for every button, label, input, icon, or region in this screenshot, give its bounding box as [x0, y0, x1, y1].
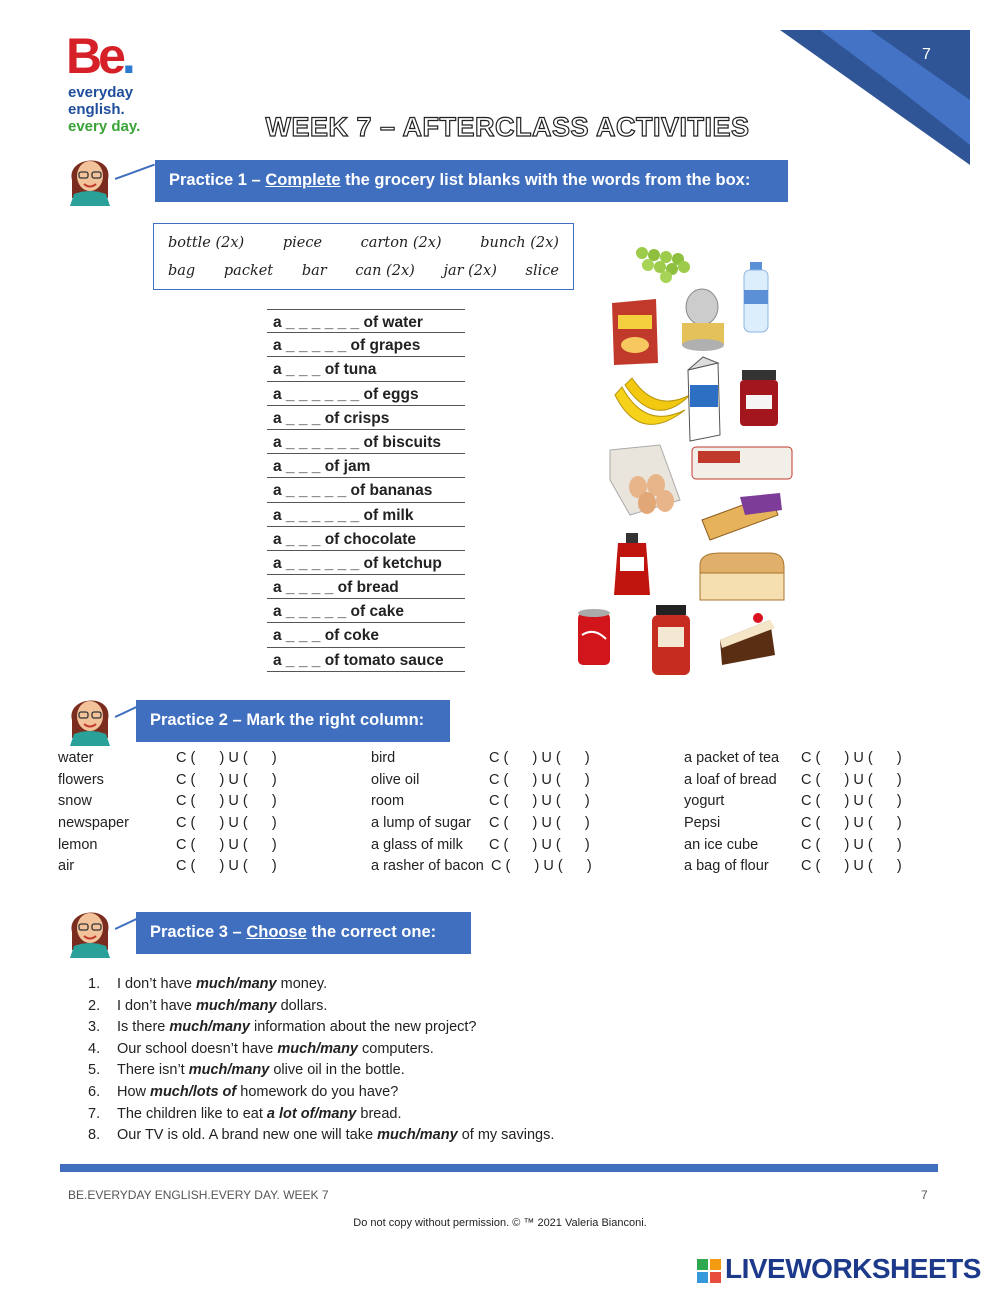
- tomato-sauce-jar-icon: [652, 605, 690, 675]
- avatar-pointer: [115, 164, 155, 180]
- practice3-item: 6. How much/lots of homework do you have?: [88, 1082, 554, 1104]
- word-box-word: bar: [301, 263, 327, 279]
- count-uncount-mark[interactable]: C ( ) U ( ): [176, 858, 277, 875]
- practice2-column-2: [371, 748, 611, 878]
- word-box-row-1: [154, 229, 573, 257]
- grocery-item[interactable]: a _ _ _ _ _ _ of biscuits: [267, 430, 465, 454]
- practice1-banner: [155, 160, 788, 202]
- grocery-item[interactable]: a _ _ _ _ _ of bananas: [267, 478, 465, 502]
- grocery-item[interactable]: a _ _ _ of crisps: [267, 406, 465, 430]
- grocery-item[interactable]: a _ _ _ _ _ _ of ketchup: [267, 551, 465, 575]
- logo-line-3: every day.: [68, 118, 141, 135]
- grocery-item[interactable]: a _ _ _ of tuna: [267, 357, 465, 381]
- practice3-verb: Choose: [246, 923, 307, 941]
- word-box-word: can (2x): [355, 263, 415, 279]
- count-uncount-mark[interactable]: C ( ) U ( ): [801, 815, 902, 832]
- eggs-carton-icon: [610, 445, 680, 515]
- liveworksheets-logo-icon: [697, 1259, 721, 1283]
- tuna-can-icon: [682, 289, 724, 351]
- bananas-icon: [615, 378, 690, 424]
- grocery-item[interactable]: a _ _ _ of coke: [267, 623, 465, 647]
- grocery-item[interactable]: a _ _ _ _ _ of cake: [267, 599, 465, 623]
- practice2-word: an ice cube: [684, 836, 759, 853]
- count-uncount-mark[interactable]: C ( ) U ( ): [491, 858, 592, 875]
- choice-option[interactable]: much/many: [196, 997, 277, 1014]
- jam-jar-icon: [740, 370, 778, 426]
- count-uncount-mark[interactable]: C ( ) U ( ): [489, 815, 590, 832]
- practice3-item: 4. Our school doesn’t have much/many computers.: [88, 1039, 554, 1061]
- practice1-instruction: the grocery list blanks with the words from the box:: [340, 171, 751, 189]
- practice3-list: [88, 974, 554, 1147]
- practice2-column-1: [58, 748, 298, 878]
- count-uncount-mark[interactable]: C ( ) U ( ): [489, 836, 590, 853]
- word-box-word: carton (2x): [360, 235, 442, 251]
- grocery-item[interactable]: a _ _ _ _ _ _ of milk: [267, 503, 465, 527]
- avatar-pointer: [115, 918, 137, 930]
- practice2-word: Pepsi: [684, 815, 721, 832]
- count-uncount-mark[interactable]: C ( ) U ( ): [176, 750, 277, 766]
- practice3-instruction: the correct one:: [306, 923, 437, 941]
- word-box-word: bunch (2x): [480, 235, 559, 251]
- footer-divider: [60, 1164, 938, 1172]
- practice1-verb: Complete: [265, 171, 341, 189]
- practice2-word: newspaper: [58, 815, 129, 832]
- count-uncount-mark[interactable]: C ( ) U ( ): [489, 771, 590, 788]
- logo-line-2: english.: [68, 101, 125, 118]
- milk-carton-icon: [688, 357, 720, 441]
- practice3-label: Practice 3 –: [150, 923, 247, 941]
- choice-option[interactable]: much/lots of: [150, 1083, 237, 1100]
- count-uncount-mark[interactable]: C ( ) U ( ): [176, 793, 277, 810]
- count-uncount-mark[interactable]: C ( ) U ( ): [801, 793, 902, 810]
- grocery-item[interactable]: a _ _ _ _ _ _ of eggs: [267, 382, 465, 406]
- choice-option[interactable]: much/many: [277, 1040, 358, 1057]
- biscuits-packet-icon: [692, 447, 792, 479]
- grocery-item[interactable]: a _ _ _ of jam: [267, 454, 465, 478]
- practice2-word: water: [58, 750, 94, 766]
- word-box-word: slice: [525, 263, 559, 279]
- word-box-word: piece: [282, 235, 323, 251]
- count-uncount-mark[interactable]: C ( ) U ( ): [801, 750, 902, 766]
- practice3-item: 7. The children like to eat a lot of/many bread.: [88, 1104, 554, 1126]
- practice2-word: bird: [371, 750, 396, 766]
- item-number: 3.: [88, 1019, 101, 1036]
- page-title: WEEK 7 – AFTERCLASS ACTIVITIES: [265, 112, 750, 142]
- practice3-item: 5. There isn’t much/many olive oil in the bottle.: [88, 1060, 554, 1082]
- practice3-item: 8. Our TV is old. A brand new one will take much/many of my savings.: [88, 1125, 554, 1147]
- cake-slice-icon: [720, 613, 775, 665]
- practice2-word: a rasher of bacon: [371, 858, 484, 875]
- count-uncount-mark[interactable]: C ( ) U ( ): [489, 750, 590, 766]
- grocery-illustrations: [570, 235, 800, 685]
- count-uncount-mark[interactable]: C ( ) U ( ): [176, 815, 277, 832]
- teacher-avatar-icon: [62, 688, 118, 746]
- item-number: 5.: [88, 1062, 101, 1079]
- logo-line-1: everyday: [68, 84, 134, 101]
- practice3-item: 2. I don’t have much/many dollars.: [88, 996, 554, 1018]
- coke-can-icon: [578, 609, 610, 665]
- bread-loaf-icon: [700, 553, 784, 600]
- choice-option[interactable]: much/many: [196, 976, 277, 992]
- item-number: 2.: [88, 997, 101, 1014]
- avatar-pointer: [115, 706, 137, 718]
- water-bottle-icon: [744, 262, 768, 332]
- item-number: 8.: [88, 1127, 101, 1144]
- choice-option[interactable]: much/many: [188, 1062, 270, 1079]
- logo-mark: Be.: [66, 28, 132, 84]
- choice-option[interactable]: much/many: [169, 1019, 250, 1036]
- word-box-word: jar (2x): [443, 263, 497, 279]
- count-uncount-mark[interactable]: C ( ) U ( ): [176, 771, 277, 788]
- grocery-item[interactable]: a _ _ _ _ _ _ of water: [267, 309, 465, 333]
- teacher-avatar-icon: [62, 900, 118, 958]
- footer-text: BE.EVERYDAY ENGLISH.EVERY DAY. WEEK 7: [68, 1188, 329, 1202]
- grocery-list: [267, 309, 465, 672]
- word-box: [153, 223, 574, 290]
- corner-decoration: [780, 30, 970, 165]
- practice3-item: 1. I don’t have much/many money.: [88, 974, 554, 996]
- count-uncount-mark[interactable]: C ( ) U ( ): [489, 793, 590, 810]
- practice2-word: yogurt: [684, 793, 725, 810]
- teacher-avatar-icon: [62, 148, 118, 206]
- item-number: 4.: [88, 1040, 101, 1057]
- footer-page-number: 7: [921, 1188, 928, 1202]
- practice2-word: a lump of sugar: [371, 815, 471, 832]
- choice-option[interactable]: a lot of/many: [266, 1105, 357, 1122]
- practice1-label: Practice 1 –: [169, 171, 266, 189]
- practice2-word: a packet of tea: [684, 750, 780, 766]
- practice2-word: air: [58, 858, 75, 875]
- ketchup-bottle-icon: [614, 533, 650, 595]
- practice2-word: a glass of milk: [371, 836, 463, 853]
- item-number: 6.: [88, 1083, 101, 1100]
- grapes-icon: [636, 247, 690, 283]
- practice2-column-3: [684, 748, 924, 878]
- copyright-notice: Do not copy without permission. © ™ 2021 Valeria Bianconi.: [353, 1217, 647, 1229]
- liveworksheets-brand[interactable]: LIVEWORKSHEETS: [725, 1253, 981, 1284]
- count-uncount-mark[interactable]: C ( ) U ( ): [801, 858, 902, 875]
- item-number: 7.: [88, 1105, 101, 1122]
- practice2-word: lemon: [58, 836, 98, 853]
- count-uncount-mark[interactable]: C ( ) U ( ): [801, 836, 902, 853]
- practice2-word: olive oil: [371, 771, 420, 788]
- grocery-item[interactable]: a _ _ _ of chocolate: [267, 527, 465, 551]
- grocery-item[interactable]: a _ _ _ _ of bread: [267, 575, 465, 599]
- count-uncount-mark[interactable]: C ( ) U ( ): [801, 771, 902, 788]
- practice2-word: a bag of flour: [684, 858, 769, 875]
- count-uncount-mark[interactable]: C ( ) U ( ): [176, 836, 277, 853]
- page-number-top: 7: [922, 46, 931, 63]
- practice2-banner: Practice 2 – Mark the right column:: [136, 700, 450, 742]
- word-box-row-2: [154, 257, 573, 285]
- practice2-word: a loaf of bread: [684, 771, 777, 788]
- word-box-word: bottle (2x): [168, 235, 245, 251]
- chocolate-bar-icon: [702, 493, 782, 540]
- practice2-word: room: [371, 793, 405, 810]
- practice3-item: 3. Is there much/many information about the new project?: [88, 1017, 554, 1039]
- grocery-item[interactable]: a _ _ _ _ _ of grapes: [267, 333, 465, 357]
- crisps-bag-icon: [612, 299, 658, 365]
- practice3-banner: [136, 912, 471, 954]
- choice-option[interactable]: much/many: [377, 1127, 458, 1144]
- practice2-word: flowers: [58, 771, 104, 788]
- grocery-item[interactable]: a _ _ _ of tomato sauce: [267, 648, 465, 672]
- word-box-word: packet: [223, 263, 274, 279]
- practice2-word: snow: [58, 793, 92, 810]
- word-box-word: bag: [168, 263, 196, 279]
- item-number: 1.: [88, 976, 101, 992]
